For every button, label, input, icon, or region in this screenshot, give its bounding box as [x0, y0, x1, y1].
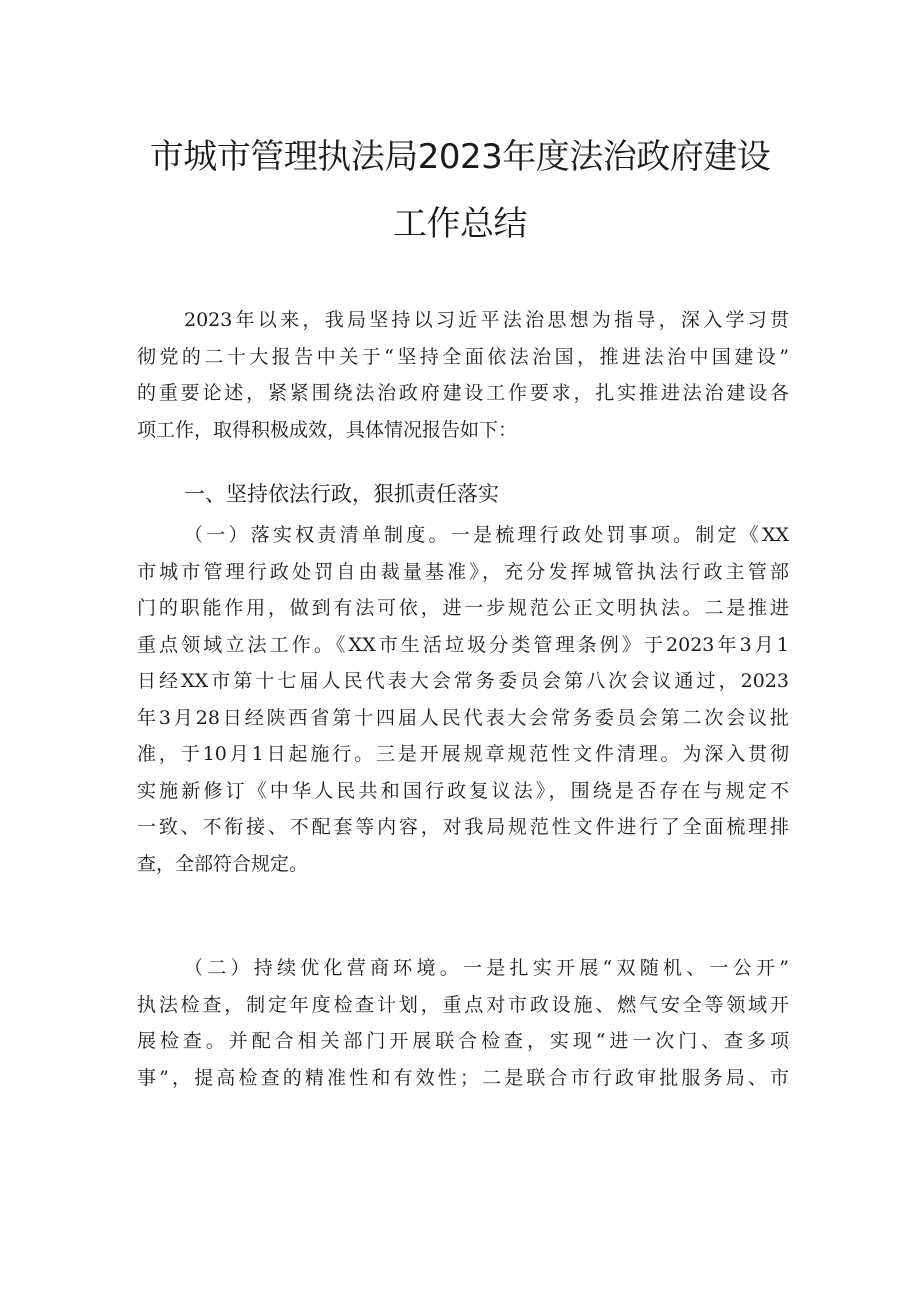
paragraph-line: 市城市管理行政处罚自由裁量基准》，充分发挥城管执法行政主管部 — [137, 560, 789, 583]
intro-paragraph — [137, 302, 789, 448]
paragraph-line: 2023年以来，我局坚持以习近平法治思想为指导，深入学习贯 — [184, 309, 789, 331]
section1-item1-paragraph — [137, 517, 789, 882]
paragraph-line: 实施新修订《中华人民共和国行政复议法》，围绕是否存在与规定不 — [137, 779, 789, 802]
paragraph-line: （二）持续优化营商环境。一是扎实开展“双随机、一公开” — [184, 957, 789, 979]
paragraph-line: 一致、不衔接、不配套等内容，对我局规范性文件进行了全面梳理排 — [137, 816, 789, 838]
paragraph-line: 查，全部符合规定。 — [137, 852, 309, 875]
document-title-line-2: 工作总结 — [393, 204, 527, 244]
paragraph-line: 项工作，取得积极成效，具体情况报告如下： — [137, 418, 518, 441]
paragraph-line: 事”，提高检查的精准性和有效性；二是联合市行政审批服务局、市 — [137, 1066, 789, 1089]
paragraph-line: 展检查。并配合相关部门开展联合检查，实现“进一次门、查多项 — [137, 1030, 789, 1052]
paragraph-line: 重点领域立法工作。《XX市生活垃圾分类管理条例》于2023年3月1 — [137, 633, 789, 656]
paragraph-line: 准，于10月1日起施行。三是开展规章规范性文件清理。为深入贯彻 — [137, 743, 789, 765]
section1-item2-paragraph — [137, 950, 789, 1096]
section-heading-1: 一、坚持依法行政，狠抓责任落实 — [184, 482, 499, 506]
paragraph-line: 年3月28日经陕西省第十四届人民代表大会常务委员会第二次会议批 — [137, 706, 789, 729]
paragraph-line: 日经XX市第十七届人民代表大会常务委员会第八次会议通过，2023 — [137, 670, 789, 692]
paragraph-line: 彻党的二十大报告中关于“坚持全面依法治国，推进法治中国建设” — [137, 345, 789, 368]
paragraph-line: （一）落实权责清单制度。一是梳理行政处罚事项。制定《XX — [184, 524, 789, 546]
document-title-line-1: 市城市管理执法局2023年度法治政府建设 — [149, 137, 771, 177]
paragraph-line: 的重要论述，紧紧围绕法治政府建设工作要求，扎实推进法治建设各 — [137, 382, 789, 404]
paragraph-line: 门的职能作用，做到有法可依，进一步规范公正文明执法。二是推进 — [137, 597, 789, 619]
paragraph-line: 执法检查，制定年度检查计划，重点对市政设施、燃气安全等领域开 — [137, 993, 789, 1016]
